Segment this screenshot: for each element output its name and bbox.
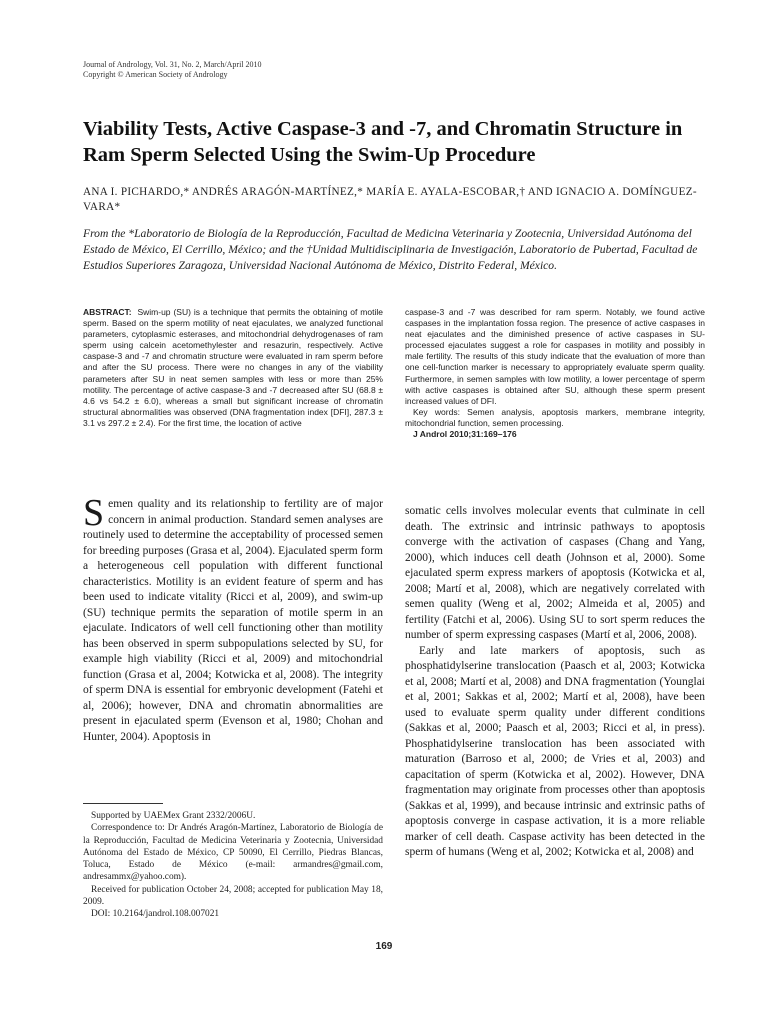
- abstract-citation: J Androl 2010;31:169–176: [413, 429, 517, 440]
- abstract-keywords: Key words: Semen analysis, apoptosis markers, membrane integrity, mitochondrial function, semen processing.: [405, 406, 705, 428]
- intro-paragraph: [83, 497, 383, 745]
- abstract-text-left: Swim-up (SU) is a technique that permits the obtaining of motile sperm. Based on the sperm motility of neat ejaculates, we analyzed functional parameters, cytoplasmic esterases, and mitochondrial dehydrogenases of ram sperm using calcein acetomethylester and resazurin, respectively. Active caspase-3 and -7 and chromatin structure were evaluated in ram sperm before and after the SU process. There were no changes in any of the viability parameters after SU in neat semen samples with less or more than 25% motility. The percentage of active caspase-3 and -7 decreased after SU (68.8 ± 4.6 vs 54.2 ± 6.0), whereas a small but significant increase of chromatin structural abnormalities was observed (DNA fragmentation index [DFI], 287.3 ± 3.1 vs 297.2 ± 2.4). For the first time, the location of active: [83, 307, 383, 428]
- abstract-column-right: [405, 307, 705, 440]
- body-paragraph: somatic cells involves molecular events that culminate in cell death. The extrinsic and intrinsic pathways to apoptosis converge with the activation of caspases (Chang and Yang, 2000), which induces cell death (Johnson et al, 2000). Some ejaculated sperm express markers of apoptosis (Kotwicka et al, 2008; Martí et al, 2008), which are negatively correlated with semen quality (Weng et al, 2002; Almeida et al, 2005) and fertility (Fatchi et al, 2006). Using SU to sort sperm reduces the number of sperm expressing caspases (Martí et al, 2006, 2008).: [405, 505, 705, 641]
- author-list: ANA I. PICHARDO,* ANDRÉS ARAGÓN-MARTÍNEZ,* MARÍA E. AYALA-ESCOBAR,† AND IGNACIO A. DOMÍNGUEZ-VARA*: [83, 186, 697, 213]
- article-title: Viability Tests, Active Caspase-3 and -7, and Chromatin Structure in Ram Sperm Selected Using the Swim-Up Procedure: [83, 118, 683, 166]
- intro-paragraph-text: emen quality and its relationship to fertility are of major concern in animal production. Standard semen analyses are routinely used to determine the acceptability of processed semen for breeding purposes (Grasa et al, 2004). Ejaculated sperm form a heterogeneous cell population with different functional characteristics. Motility is an evident feature of sperm and has been used to indicate vitality (Ricci et al, 2009), and swim-up (SU) technique permits the separation of motile sperm in an ejaculate. Indicators of well cell functioning other than motility has been observed in sperm subpopulations selected by SU, for example high viability (Ricci et al, 2009) and mitochondrial function (Grasa et al, 2004; Kotwicka et al, 2008). The integrity of sperm DNA is essential for embryonic development (Fatehi et al, 2006); however, DNA and chromatin abnormalities are present in ejaculated sperm (Evenson et al, 1980; Chohan and Hunter, 2004). Apoptosis in: [83, 498, 383, 743]
- abstract-column-left: [83, 307, 383, 429]
- footnote-doi: DOI: 10.2164/jandrol.108.007021: [91, 909, 220, 920]
- body-paragraph: Early and late markers of apoptosis, such as phosphatidylserine translocation (Paasch et al, 2003; Kotwicka et al, 2008; Martí et al, 2008) and DNA fragmentation (Younglai et al, 2001; Sakkas et al, 2002; Martí et al, 2008), have been used to evaluate sperm quality under different conditions (Sakkas et al, 2000; Paasch et al, 2003; Ricci et al, in press). Phosphatidylserine translocation has been associated with maturation (Barroso et al, 2000; de Vries et al, 2003) and capacitation of sperm (Kotwicka et al, 2002). However, DNA fragmentation may originate from processes other than apoptosis (Sakkas et al, 1999), and because intrinsic and extrinsic paths of apoptosis converge in caspase activation, it is a more reliable marker of cell death. Caspase activity has been detected in the sperm of humans (Weng et al, 2002; Kotwicka et al, 2008) and: [405, 644, 705, 858]
- abstract-text-right: caspase-3 and -7 was described for ram sperm. Notably, we found active caspases in the implantation fossa region. The presence of active caspases in neat ejaculates and the diminished presence of active caspases in SU-processed ejaculates suggest a role for caspases in motility and possibly in male fertility. The results of this study indicate that the evaluation of more than one cell-function marker is necessary to appropriately evaluate sperm quality. Furthermore, in semen samples with low motility, a lower percentage of sperm with active caspases is obtained after SU, although these sperm present increased values of DFI.: [405, 307, 705, 406]
- abstract-label: ABSTRACT:: [83, 307, 132, 317]
- body-column-right: [405, 504, 705, 934]
- page-number: 169: [375, 941, 393, 952]
- footnotes: [83, 810, 383, 921]
- footnote-correspondence: Correspondence to: Dr Andrés Aragón-Martínez, Laboratorio de Biología de la Reproducción, Facultad de Medicina Veterinaria y Zootecnia, Universidad Autónoma del Estado de México, CP 50090, El Cerrillo, Piedras Blancas, Toluca, Estado de México (e-mail: armandres@gmail.com, andresammx@yahoo.com).: [83, 823, 383, 883]
- journal-header: [83, 60, 262, 80]
- journal-copyright: Copyright © American Society of Andrology: [83, 70, 228, 79]
- footnote-received: Received for publication October 24, 2008; accepted for publication May 18, 2009.: [83, 884, 383, 908]
- footnote-divider: [83, 803, 163, 804]
- drop-cap: S: [83, 497, 105, 534]
- journal-citation: Journal of Andrology, Vol. 31, No. 2, March/April 2010: [83, 60, 262, 69]
- body-column-left: [83, 497, 383, 797]
- author-affiliations: From the *Laboratorio de Biología de la Reproducción, Facultad de Medicina Veterinaria y Zootecnia, Universidad Autónoma del Estado de México, El Cerrillo, México; and the †Unidad Multidisciplinaria de Investigación, Laboratorio de Pubertad, Facultad de Estudios Superiores Zaragoza, Universidad Nacional Autónoma de México, Distrito Federal, México.: [83, 227, 698, 272]
- footnote-support: Supported by UAEMex Grant 2332/2006U.: [91, 811, 256, 821]
